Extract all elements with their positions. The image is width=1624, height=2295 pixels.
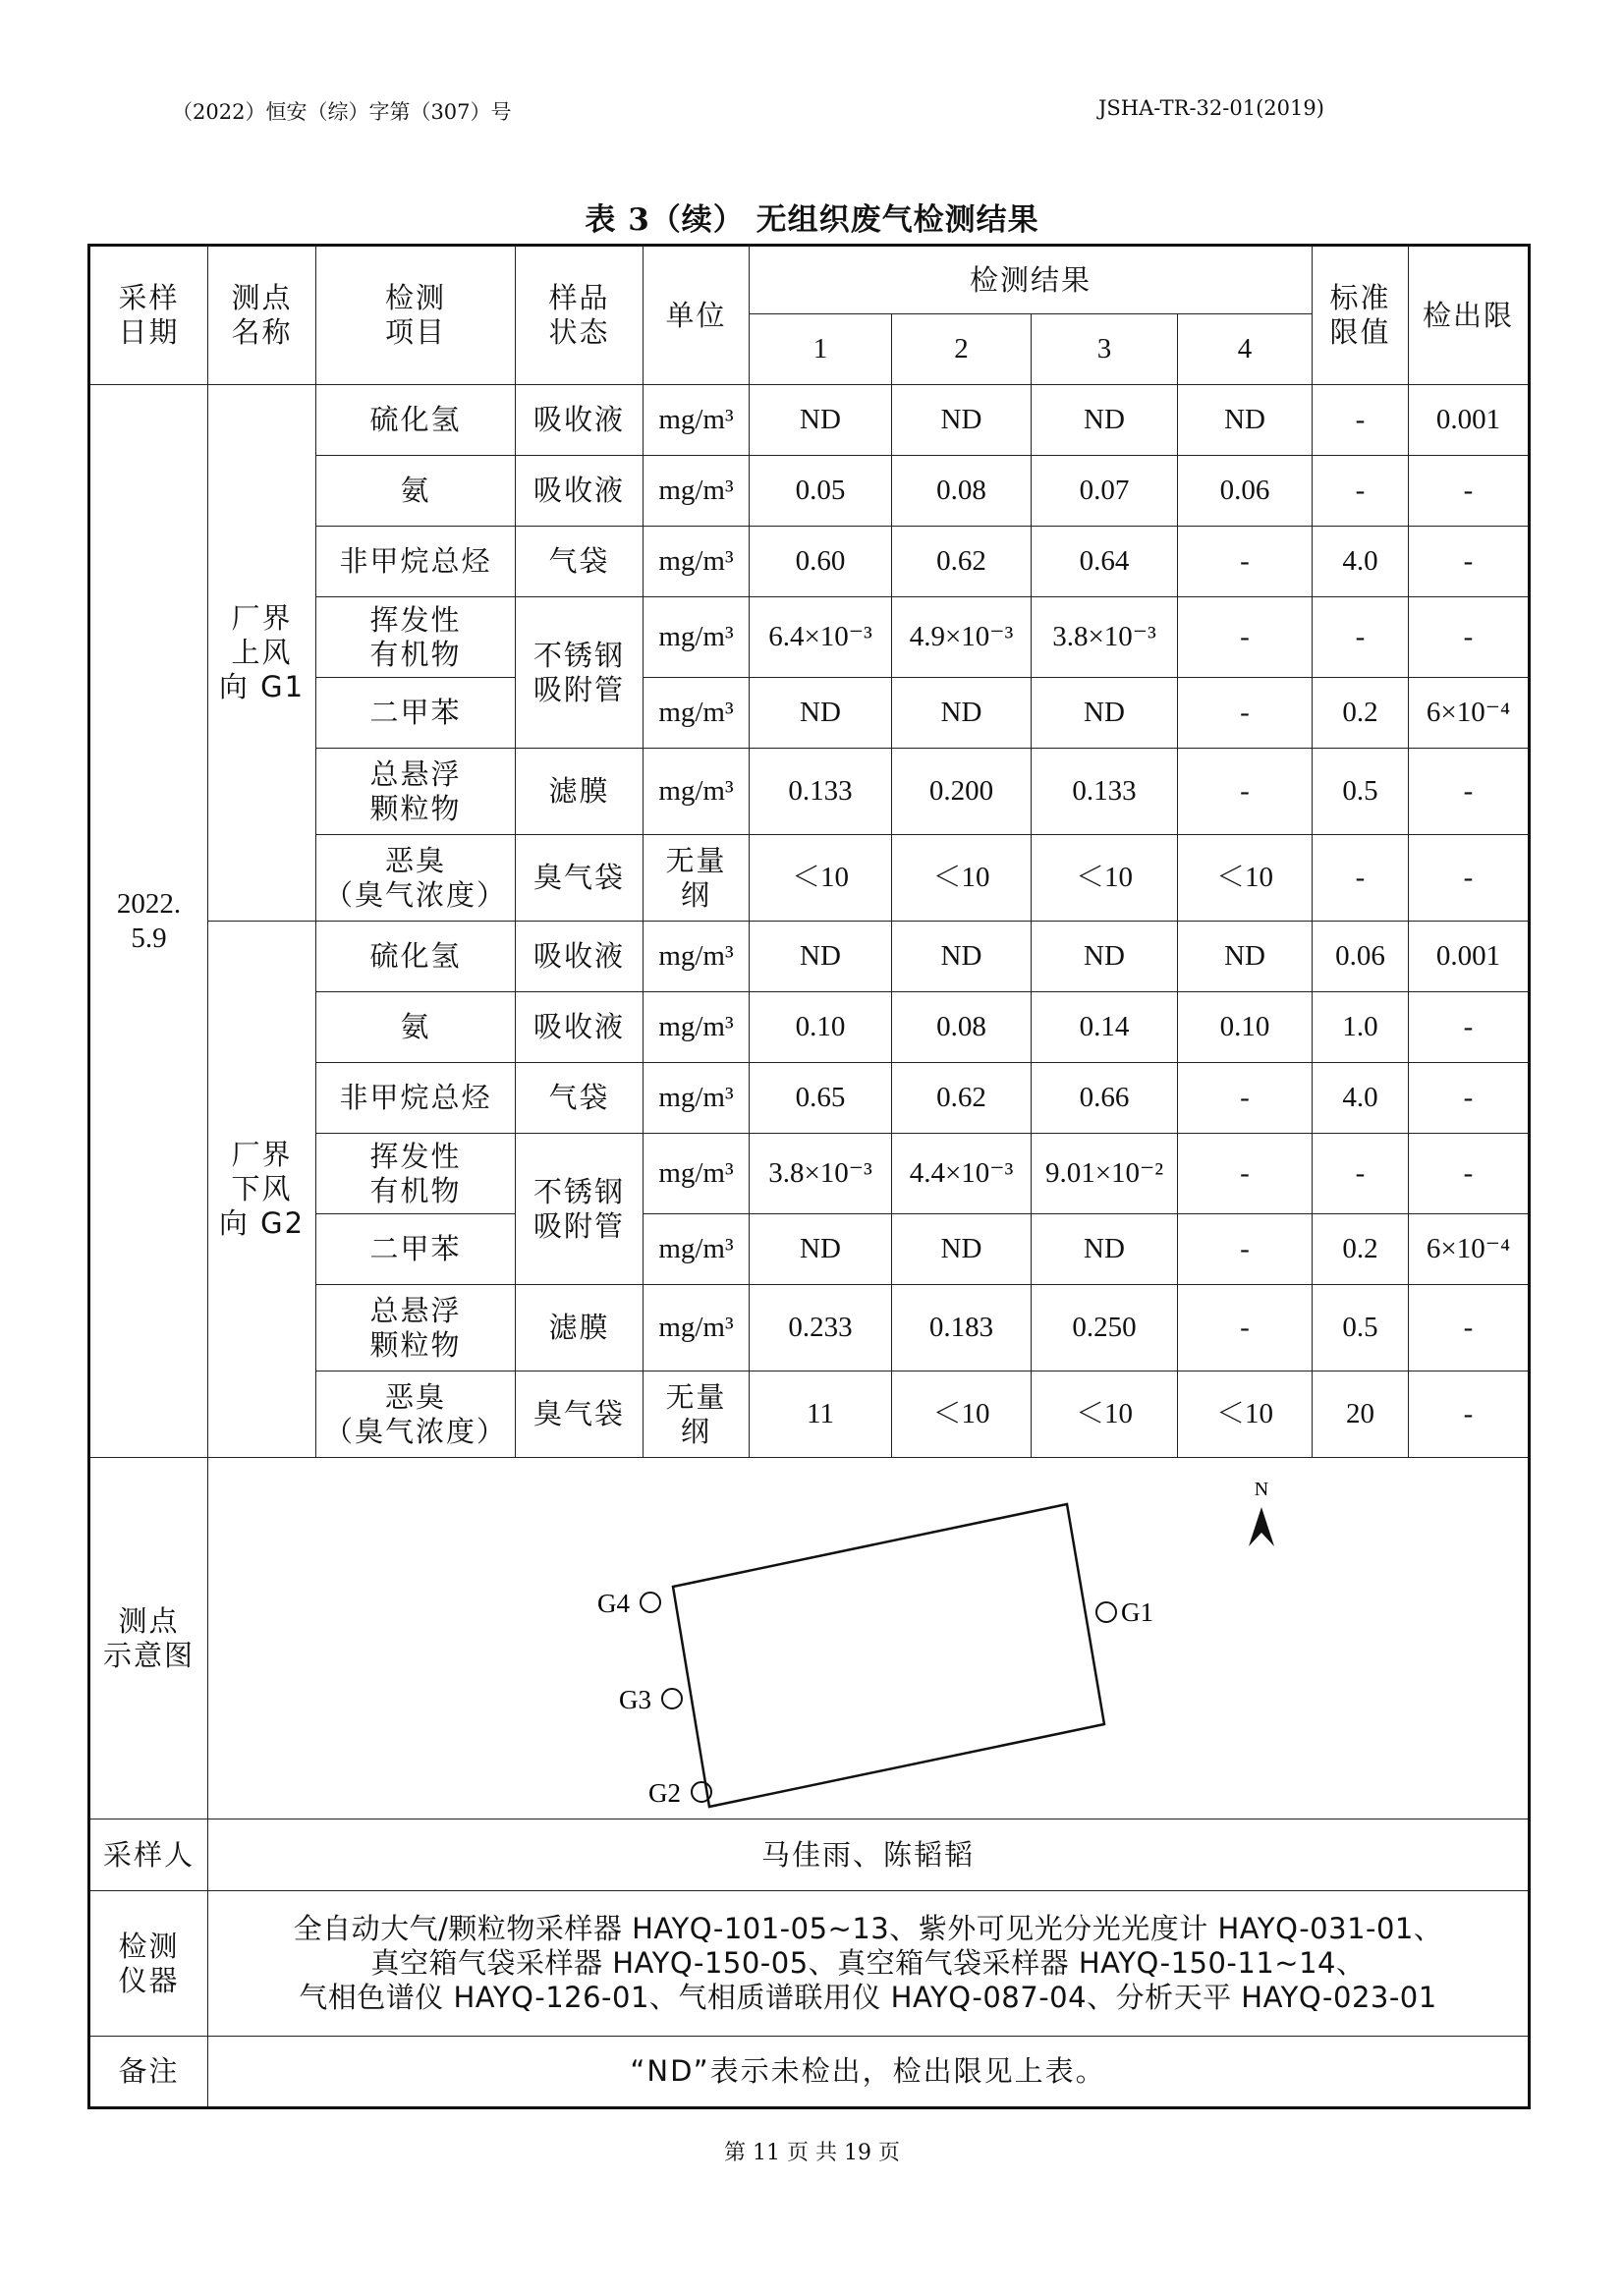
result-value-r3: 0.66 (1032, 1063, 1178, 1134)
result-value-r4: - (1178, 527, 1313, 597)
result-value-r4: - (1178, 678, 1313, 749)
cell-line: 非甲烷总烃 (339, 544, 492, 579)
detection-limit-value: - (1409, 749, 1530, 835)
test-item (316, 1285, 516, 1371)
result-value-r1: 3.8×10⁻³ (750, 1134, 892, 1214)
cell-line: 下风 (231, 1172, 293, 1206)
unit (644, 1371, 750, 1458)
site-diagram-svg (208, 1458, 1530, 1819)
cell-line: 总悬浮 (369, 756, 462, 791)
detection-limit-value: - (1409, 597, 1530, 678)
header-unit: 单位 (644, 246, 750, 385)
standard-value: - (1313, 385, 1409, 456)
result-value-r1: 0.10 (750, 992, 892, 1063)
cell-line: 测点 (118, 1603, 180, 1638)
result-value-r3: ND (1032, 922, 1178, 992)
point-g3-label: G3 (619, 1685, 651, 1714)
result-value-r1: 6.4×10⁻³ (750, 597, 892, 678)
header-results: 检测结果 (750, 246, 1313, 314)
result-value-r2: 0.08 (892, 456, 1032, 527)
detection-limit-value: 0.001 (1409, 922, 1530, 992)
cell-line: 有机物 (369, 1173, 462, 1207)
cell-line: 二甲苯 (369, 1232, 462, 1266)
cell-line: 向 G1 (218, 669, 306, 703)
result-value-r2: ＜10 (892, 835, 1032, 922)
instruments-list (208, 1891, 1530, 2037)
detection-limit-value: - (1409, 835, 1530, 922)
point-g1-marker (1096, 1602, 1116, 1622)
cell-line: 硫化氢 (369, 403, 462, 437)
result-value-r2: 0.183 (892, 1285, 1032, 1371)
standard-value: - (1313, 456, 1409, 527)
cell-line: 不锈钢 (532, 1174, 625, 1208)
unit: mg/m³ (644, 385, 750, 456)
unit-line: 无量 (665, 843, 727, 877)
cell-line: 吸收液 (532, 474, 625, 508)
unit (644, 835, 750, 922)
detection-limit-value: 0.001 (1409, 385, 1530, 456)
result-value-r2: ND (892, 922, 1032, 992)
header-point-name: 测点 名称 (208, 246, 316, 385)
unit-line: 无量 (665, 1379, 727, 1414)
test-item (316, 922, 516, 992)
result-value-r3: ND (1032, 1214, 1178, 1285)
unit: mg/m³ (644, 678, 750, 749)
cell-line: 滤膜 (548, 1311, 610, 1345)
test-item (316, 456, 516, 527)
instrument-line: 全自动大气/颗粒物采样器 HAYQ-101-05~13、紫外可见光分光光度计 HAYQ-031-01、 (293, 1912, 1443, 1946)
cell-line: 颗粒物 (369, 791, 462, 825)
point-g4-label: G4 (597, 1589, 630, 1618)
result-value-r3: 9.01×10⁻² (1032, 1134, 1178, 1214)
cell-line: 二甲苯 (369, 696, 462, 730)
result-value-r3: ＜10 (1032, 1371, 1178, 1458)
standard-value: 0.2 (1313, 678, 1409, 749)
cell-line: 臭气袋 (532, 861, 625, 895)
table-title: 表 3（续） 无组织废气检测结果 (585, 202, 1039, 238)
instrument-line: 气相色谱仪 HAYQ-126-01、气相质谱联用仪 HAYQ-087-04、分析天平 HAYQ-023-01 (299, 1980, 1437, 2014)
result-value-r2: 4.9×10⁻³ (892, 597, 1032, 678)
test-item (316, 527, 516, 597)
remarks-text: “ND”表示未检出，检出限见上表。 (208, 2037, 1530, 2108)
result-value-r2: 4.4×10⁻³ (892, 1134, 1032, 1214)
result-value-r2: ND (892, 385, 1032, 456)
cell-line: 不锈钢 (532, 638, 625, 672)
result-value-r4: - (1178, 1214, 1313, 1285)
header-sample-state: 样品 状态 (516, 246, 644, 385)
result-value-r1: 0.133 (750, 749, 892, 835)
detection-limit-value: - (1409, 456, 1530, 527)
cell-line: 检测 (118, 1929, 180, 1963)
result-value-r3: ND (1032, 678, 1178, 749)
result-value-r4: 0.06 (1178, 456, 1313, 527)
cell-line: 总悬浮 (369, 1293, 462, 1327)
cell-line: 挥发性 (369, 602, 462, 637)
unit: mg/m³ (644, 597, 750, 678)
unit-line: 纲 (680, 1414, 711, 1448)
diagram-row (89, 1458, 1530, 1819)
result-value-r1: ND (750, 922, 892, 992)
emission-results-table (87, 244, 1531, 2109)
result-value-r3: 0.64 (1032, 527, 1178, 597)
unit: mg/m³ (644, 1285, 750, 1371)
detection-limit-value: - (1409, 527, 1530, 597)
cell-line: 滤膜 (548, 774, 610, 809)
cell-line: 吸收液 (532, 939, 625, 974)
cell-line: 厂界 (231, 601, 293, 636)
cell-line: （臭气浓度） (323, 1414, 507, 1448)
detection-limit-value: 6×10⁻⁴ (1409, 1214, 1530, 1285)
sampler-label: 采样人 (89, 1819, 208, 1891)
result-value-r4: - (1178, 597, 1313, 678)
header-detection-limit: 检出限 (1409, 246, 1530, 385)
result-value-r2: 0.08 (892, 992, 1032, 1063)
result-value-r1: 0.05 (750, 456, 892, 527)
standard-value: 0.5 (1313, 749, 1409, 835)
unit: mg/m³ (644, 992, 750, 1063)
header-standard-limit: 标准 限值 (1313, 246, 1409, 385)
result-value-r4: - (1178, 1134, 1313, 1214)
table-row (89, 385, 1530, 456)
standard-value: 0.5 (1313, 1285, 1409, 1371)
result-value-r2: 0.62 (892, 527, 1032, 597)
cell-line: 向 G2 (218, 1205, 306, 1240)
test-item (316, 1063, 516, 1134)
cell-line: 挥发性 (369, 1139, 462, 1173)
detection-limit-value: - (1409, 1063, 1530, 1134)
unit: mg/m³ (644, 1063, 750, 1134)
result-value-r1: 11 (750, 1371, 892, 1458)
header-sample-date: 采样 日期 (89, 246, 208, 385)
header-result-4: 4 (1178, 314, 1313, 385)
result-value-r1: ＜10 (750, 835, 892, 922)
sample-state (516, 385, 644, 456)
unit: mg/m³ (644, 749, 750, 835)
document-code: JSHA-TR-32-01(2019) (1098, 96, 1324, 120)
result-value-r4: ND (1178, 385, 1313, 456)
cell-line: 有机物 (369, 637, 462, 671)
site-diagram (208, 1458, 1530, 1819)
cell-line: 吸附管 (532, 672, 625, 706)
sample-state (516, 749, 644, 835)
result-value-r2: 0.62 (892, 1063, 1032, 1134)
test-item (316, 1371, 516, 1458)
cell-line: 颗粒物 (369, 1327, 462, 1362)
cell-line: 恶臭 (384, 1379, 446, 1414)
cell-line: 吸收液 (532, 1010, 625, 1044)
result-value-r4: ND (1178, 922, 1313, 992)
sample-state (516, 456, 644, 527)
test-item (316, 385, 516, 456)
result-value-r3: ＜10 (1032, 835, 1178, 922)
cell-line: 氨 (400, 474, 431, 508)
sample-state (516, 1063, 644, 1134)
unit: mg/m³ (644, 1214, 750, 1285)
result-value-r4: ＜10 (1178, 1371, 1313, 1458)
cell-line: 上风 (231, 636, 293, 670)
point-g3-marker (662, 1689, 682, 1708)
detection-limit-value: - (1409, 1371, 1530, 1458)
unit: mg/m³ (644, 922, 750, 992)
test-item (316, 992, 516, 1063)
north-label: N (1254, 1479, 1269, 1500)
cell-line: 臭气袋 (532, 1397, 625, 1431)
detection-limit-value: - (1409, 1285, 1530, 1371)
standard-value: 20 (1313, 1371, 1409, 1458)
detection-limit-value: - (1409, 992, 1530, 1063)
point-g2-marker (692, 1782, 711, 1802)
detection-limit-value: - (1409, 1134, 1530, 1214)
remarks-row (89, 2037, 1530, 2108)
cell-line: 5.9 (131, 922, 167, 954)
diagram-label (89, 1458, 208, 1819)
cell-line: 厂界 (231, 1138, 293, 1172)
test-item (316, 749, 516, 835)
result-value-r4: - (1178, 1285, 1313, 1371)
document-reference: （2022）恒安（综）字第（307）号 (172, 100, 512, 124)
result-value-r3: 0.14 (1032, 992, 1178, 1063)
detection-limit-value: 6×10⁻⁴ (1409, 678, 1530, 749)
cell-line: （臭气浓度） (323, 877, 507, 912)
standard-value: 4.0 (1313, 527, 1409, 597)
result-value-r3: 3.8×10⁻³ (1032, 597, 1178, 678)
page-footer: 第 11 页 共 19 页 (724, 2141, 900, 2165)
north-arrow-icon (1249, 1507, 1274, 1546)
cell-line: 2022. (116, 887, 182, 920)
cell-line: 非甲烷总烃 (339, 1081, 492, 1115)
cell-line: 气袋 (548, 1081, 610, 1115)
result-value-r3: ND (1032, 385, 1178, 456)
result-value-r1: ND (750, 1214, 892, 1285)
sample-state (516, 597, 644, 749)
result-value-r1: 0.65 (750, 1063, 892, 1134)
remarks-label: 备注 (89, 2037, 208, 2108)
result-value-r1: ND (750, 385, 892, 456)
point-name (208, 385, 316, 922)
result-value-r1: ND (750, 678, 892, 749)
instruments-label (89, 1891, 208, 2037)
standard-value: 4.0 (1313, 1063, 1409, 1134)
sample-date (89, 385, 208, 1458)
sample-state (516, 1285, 644, 1371)
instruments-row (89, 1891, 1530, 2037)
cell-line: 气袋 (548, 544, 610, 579)
result-value-r4: ＜10 (1178, 835, 1313, 922)
result-value-r1: 0.60 (750, 527, 892, 597)
result-value-r3: 0.07 (1032, 456, 1178, 527)
header-result-1: 1 (750, 314, 892, 385)
cell-line: 示意图 (102, 1638, 195, 1672)
standard-value: 0.06 (1313, 922, 1409, 992)
standard-value: 0.2 (1313, 1214, 1409, 1285)
test-item (316, 835, 516, 922)
result-value-r3: 0.133 (1032, 749, 1178, 835)
sample-state (516, 835, 644, 922)
cell-line: 氨 (400, 1010, 431, 1044)
result-value-r2: ＜10 (892, 1371, 1032, 1458)
point-name (208, 922, 316, 1458)
unit: mg/m³ (644, 527, 750, 597)
site-boundary (673, 1504, 1104, 1807)
unit-line: 纲 (680, 877, 711, 912)
test-item (316, 678, 516, 749)
cell-line: 吸附管 (532, 1208, 625, 1243)
point-g4-marker (641, 1593, 660, 1612)
standard-value: - (1313, 1134, 1409, 1214)
test-item (316, 1214, 516, 1285)
sample-state (516, 922, 644, 992)
result-value-r3: 0.250 (1032, 1285, 1178, 1371)
cell-line: 仪器 (118, 1963, 180, 1997)
result-value-r4: - (1178, 1063, 1313, 1134)
standard-value: 1.0 (1313, 992, 1409, 1063)
sample-state (516, 1134, 644, 1285)
unit: mg/m³ (644, 456, 750, 527)
unit: mg/m³ (644, 1134, 750, 1214)
table-row (89, 922, 1530, 992)
sample-state (516, 992, 644, 1063)
cell-line: 恶臭 (384, 843, 446, 877)
sampler-names: 马佳雨、陈韬韬 (208, 1819, 1530, 1891)
cell-line: 吸收液 (532, 403, 625, 437)
result-value-r2: 0.200 (892, 749, 1032, 835)
instrument-line: 真空箱气袋采样器 HAYQ-150-05、真空箱气袋采样器 HAYQ-150-11~14、 (370, 1946, 1366, 1981)
sampler-row (89, 1819, 1530, 1891)
result-value-r2: ND (892, 678, 1032, 749)
point-g2-label: G2 (648, 1778, 681, 1808)
result-value-r4: - (1178, 749, 1313, 835)
result-value-r1: 0.233 (750, 1285, 892, 1371)
test-item (316, 597, 516, 678)
header-result-2: 2 (892, 314, 1032, 385)
sample-state (516, 1371, 644, 1458)
result-value-r2: ND (892, 1214, 1032, 1285)
result-value-r4: 0.10 (1178, 992, 1313, 1063)
sample-state (516, 527, 644, 597)
header-test-item: 检测 项目 (316, 246, 516, 385)
test-item (316, 1134, 516, 1214)
standard-value: - (1313, 597, 1409, 678)
point-g1-label: G1 (1121, 1597, 1153, 1627)
cell-line: 硫化氢 (369, 939, 462, 974)
standard-value: - (1313, 835, 1409, 922)
header-result-3: 3 (1032, 314, 1178, 385)
